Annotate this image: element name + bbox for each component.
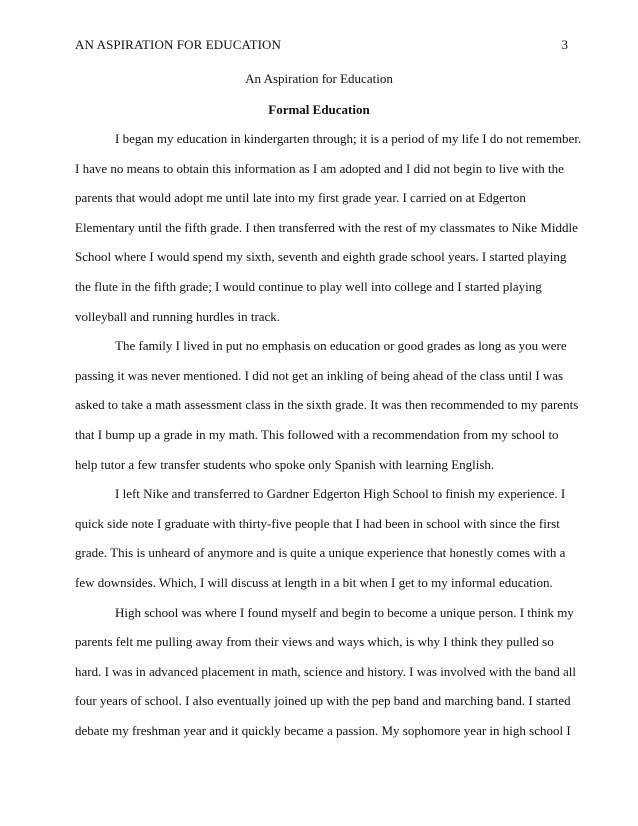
text-line: help tutor a few transfer students who spoke only Spanish with learning English. (75, 456, 495, 472)
text-line: few downsides. Which, I will discuss at length in a bit when I get to my informal education. (75, 574, 553, 590)
text-line: I have no means to obtain this information as I am adopted and I did not begin to live with the (75, 160, 564, 176)
text-line: debate my freshman year and it quickly became a passion. My sophomore year in high school I (75, 722, 571, 738)
text-line: I left Nike and transferred to Gardner Edgerton High School to finish my experience. I (115, 486, 566, 502)
text-line: four years of school. I also eventually joined up with the pep band and marching band. I started (75, 693, 571, 709)
text-line: passing it was never mentioned. I did not get an inkling of being ahead of the class until I was (75, 367, 564, 383)
text-line: parents that would adopt me until late into my first grade year. I carried on at Edgerton (75, 190, 526, 206)
text-line: I began my education in kindergarten through; it is a period of my life I do not remember. (115, 131, 582, 146)
text-line: Elementary until the fifth grade. I then transferred with the rest of my classmates to Nike Middle (75, 219, 578, 235)
text-line: the flute in the fifth grade; I would continue to play well into college and I started playing (75, 278, 542, 294)
text-line: quick side note I graduate with thirty-five people that I had been in school with since the first (75, 515, 560, 531)
text-line: that I bump up a grade in my math. This followed with a recommendation from my school to (75, 426, 559, 442)
text-line: parents felt me pulling away from their views and ways which, is why I think they pulled so (75, 634, 554, 650)
section-heading: Formal Education (268, 102, 370, 117)
text-line: School where I would spend my sixth, seventh and eighth grade school years. I started playing (75, 249, 567, 265)
text-line: hard. I was in advanced placement in math, science and history. I was involved with the band all (75, 663, 576, 679)
text-line: The family I lived in put no emphasis on education or good grades as long as you were (115, 338, 567, 354)
running-head: AN ASPIRATION FOR EDUCATION (75, 37, 282, 52)
text-line: grade. This is unheard of anymore and is quite a unique experience that honestly comes with a (75, 545, 566, 561)
text-line: volleyball and running hurdles in track. (75, 308, 281, 324)
text-line: asked to take a math assessment class in the sixth grade. It was then recommended to my parents (75, 397, 579, 413)
page-number: 3 (561, 37, 568, 52)
document-title: An Aspiration for Education (245, 71, 393, 86)
body-text (75, 124, 582, 745)
text-line: High school was where I found myself and begin to become a unique person. I think my (115, 604, 574, 620)
